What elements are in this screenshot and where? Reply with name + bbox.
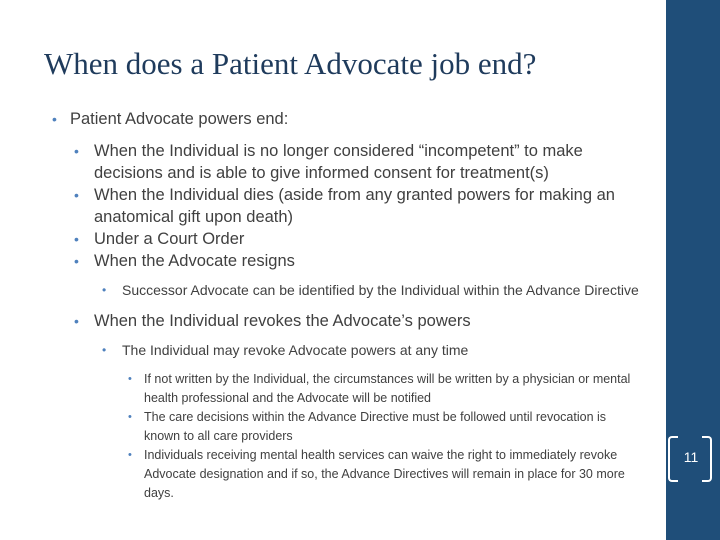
bullet-dot-icon: •: [74, 143, 79, 159]
bullet-resigns: [52, 250, 642, 272]
bullet-court-text: Under a Court Order: [94, 230, 245, 248]
bullet-resigns-text: When the Advocate resigns: [94, 252, 295, 270]
bullet-dot-icon: •: [74, 313, 79, 329]
bullet-mental-health: [52, 446, 642, 503]
bullet-dot-icon: •: [52, 111, 57, 127]
bullet-care-decisions-text: The care decisions within the Advance Directive must be followed until revocation is known to all care providers: [144, 410, 607, 443]
bullet-court: [52, 228, 642, 250]
slide-title: When does a Patient Advocate job end?: [44, 46, 537, 81]
bullet-incompetent-text: When the Individual is no longer considered “incompetent” to make decisions and is able to give informed consent for treatment(s): [94, 142, 583, 182]
bullet-dot-icon: •: [74, 187, 79, 203]
bullet-mental-health-text: Individuals receiving mental health services can waive the right to immediately revoke Advocate designation and if so, the Advance Directives will remain in place for 30 more days.: [144, 448, 625, 500]
bullet-dies: [52, 184, 642, 228]
bullet-revokes-text: When the Individual revokes the Advocate’s powers: [94, 312, 471, 330]
bullet-successor-text: Successor Advocate can be identified by the Individual within the Advance Directive: [122, 282, 639, 298]
bullet-successor: [52, 280, 642, 300]
bullet-dot-icon: •: [102, 283, 107, 297]
bullet-dot-icon: •: [74, 231, 79, 247]
bullet-dot-icon: •: [102, 343, 107, 357]
bullet-incompetent: [52, 140, 642, 184]
bullet-dot-icon: •: [74, 253, 79, 269]
bullet-dot-icon: •: [128, 373, 132, 385]
bullet-revokes: [52, 310, 642, 332]
bullet-dot-icon: •: [128, 411, 132, 423]
bullet-dot-icon: •: [128, 449, 132, 461]
page-number-badge: [680, 436, 720, 480]
page-number: 11: [683, 449, 699, 465]
bullet-care-decisions: [52, 408, 642, 446]
slide-content: [52, 100, 642, 503]
bullet-dies-text: When the Individual dies (aside from any granted powers for making an anatomical gift upon death): [94, 186, 615, 226]
bullet-revoke-any-time: [52, 340, 642, 360]
bullet-main: [52, 108, 642, 130]
right-bracket-icon: [702, 436, 712, 482]
bullet-not-written-text: If not written by the Individual, the circumstances will be written by a physician or mental health professional and the Advocate will be notified: [144, 372, 631, 405]
bullet-main-text: Patient Advocate powers end:: [70, 110, 289, 128]
bullet-revoke-any-time-text: The Individual may revoke Advocate powers at any time: [122, 342, 469, 358]
bullet-not-written: [52, 370, 642, 408]
